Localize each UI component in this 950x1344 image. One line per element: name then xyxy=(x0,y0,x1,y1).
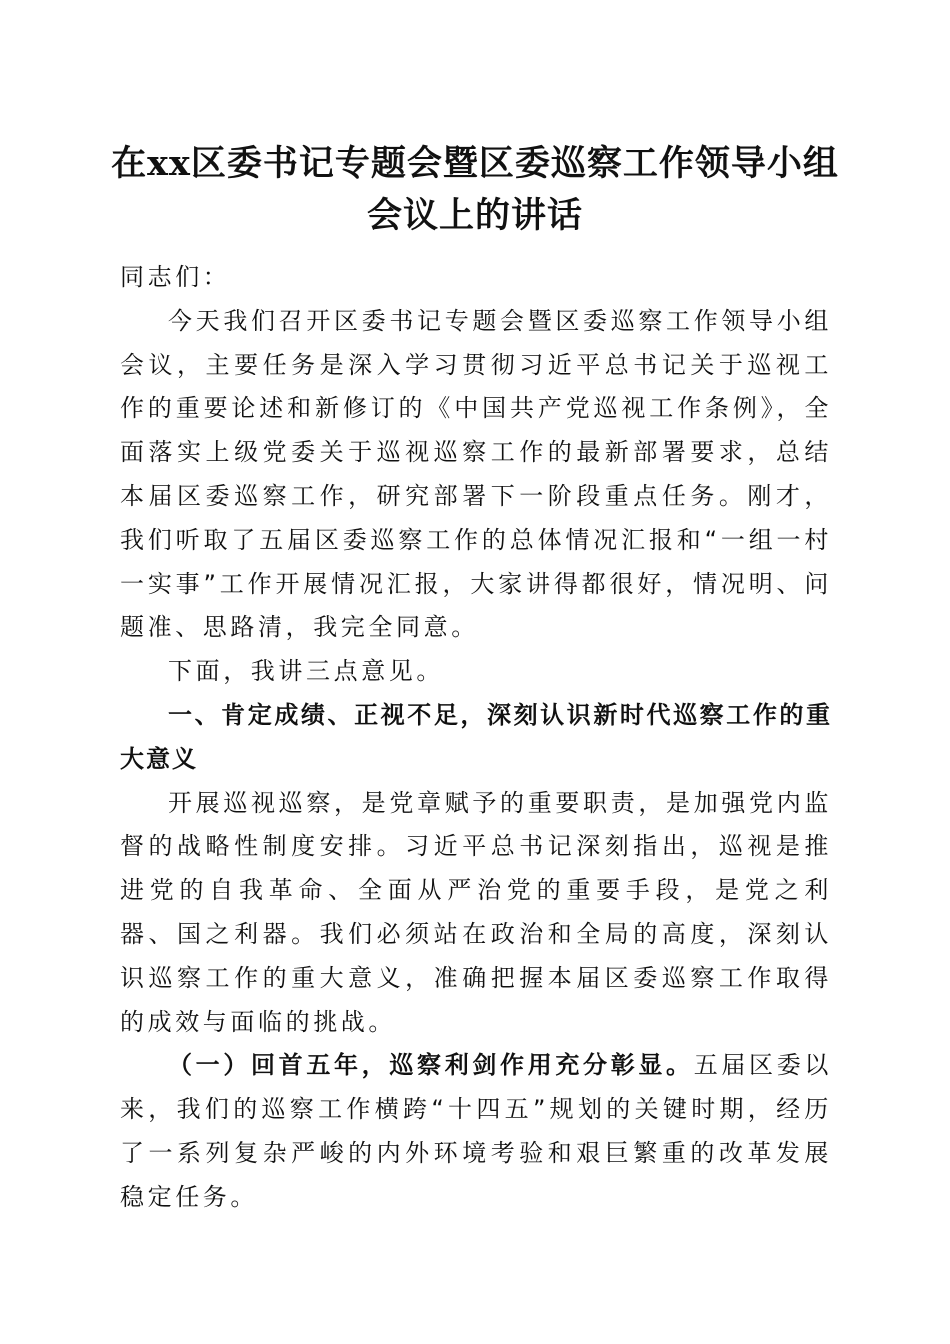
section-heading-1: 一、肯定成绩、正视不足，深刻认识新时代巡察工作的重大意义 xyxy=(120,700,832,773)
subsection-heading-1: （一）回首五年，巡察利剑作用充分彰显。 xyxy=(168,1051,694,1080)
salutation: 同志们： xyxy=(120,263,231,291)
paragraph-opening: 今天我们召开区委书记专题会暨区委巡察工作领导小组会议，主要任务是深入学习贯彻习近平总书记关于巡视工作的重要论述和新修订的《中国共产党巡视工作条例》，全面落实上级党委关于巡视巡察工作的最新部署要求，总结本届区委巡察工作，研究部署下一阶段重点任务。刚才，我们听取了五届区委巡察工作的总体情况汇报和“一组一村一实事”工作开展情况汇报，大家讲得都很好，情况明、问题准、思路清，我完全同意。 xyxy=(120,306,832,642)
paragraph-transition: 下面，我讲三点意见。 xyxy=(168,657,444,686)
paragraph-significance: 开展巡视巡察，是党章赋予的重要职责，是加强党内监督的战略性制度安排。习近平总书记深刻指出，巡视是推进党的自我革命、全面从严治党的重要手段，是党之利器、国之利器。我们必须站在政治和全局的高度，深刻认识巡察工作的重大意义，准确把握本届区委巡察工作取得的成效与面临的挑战。 xyxy=(120,788,832,1036)
document-title: 在xx区委书记专题会暨区委巡察工作领导小组会议上的讲话 xyxy=(111,143,839,236)
paragraph-subsection-1 xyxy=(120,1044,832,1219)
document-body xyxy=(120,256,832,1220)
subsection-text-1: 五届区委以来，我们的巡察工作横跨“十四五”规划的关键时期，经历了一系列复杂严峻的内外环境考验和艰巨繁重的改革发展稳定任务。 xyxy=(120,1051,832,1211)
